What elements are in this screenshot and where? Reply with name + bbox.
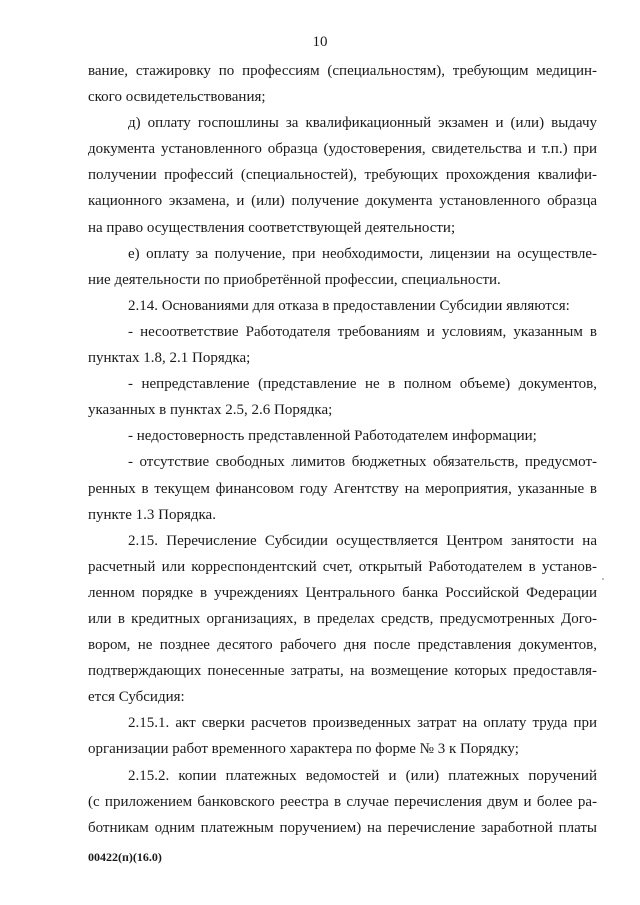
list-item-line: ренных в текущем финансовом году Агентству на мероприятия, указанные в xyxy=(88,480,597,497)
paragraph-line: ние деятельности по приобретённой профессии, специальности. xyxy=(88,271,501,288)
section-2-15-line: или в кредитных организациях, в пределах средств, предусмотренных Дого- xyxy=(88,610,597,627)
paragraph-line: документа установленного образца (удостоверения, свидетельства и т.п.) при xyxy=(88,141,597,158)
section-2-15-2-line: ботникам одним платежным поручением) на перечисление заработной платы xyxy=(88,819,597,836)
section-2-15-2-line: (с приложением банковского реестра в случае перечисления двум и более ра- xyxy=(88,793,597,810)
list-item-line: пункте 1.3 Порядка. xyxy=(88,506,216,523)
paragraph-line: кационного экзамена, и (или) получение документа установленного образца xyxy=(88,193,597,210)
section-2-15-line: подтверждающих понесенные затраты, на возмещение которых предоставля- xyxy=(88,663,597,680)
list-item-line: - непредставление (представление не в полном объеме) документов, xyxy=(128,376,597,393)
section-2-15-line: ется Субсидия: xyxy=(88,689,185,706)
list-item-line: - несоответствие Работодателя требованиям и условиям, указанным в xyxy=(128,323,597,340)
section-2-15-line: расчетный или корреспондентский счет, открытый Работодателем в установ- xyxy=(88,558,597,575)
paragraph-line: ского освидетельствования; xyxy=(88,89,266,106)
list-item-line: пунктах 1.8, 2.1 Порядка; xyxy=(88,350,251,367)
section-2-15-1-line: организации работ временного характера по форме № 3 к Порядку; xyxy=(88,741,519,758)
page-number: 10 xyxy=(312,34,328,50)
scan-artifact xyxy=(602,578,604,580)
paragraph-line: е) оплату за получение, при необходимости, лицензии на осуществле- xyxy=(128,245,597,262)
list-item-line: - отсутствие свободных лимитов бюджетных обязательств, предусмот- xyxy=(128,454,597,471)
paragraph-line: получении профессий (специальностей), требующих прохождения квалифи- xyxy=(88,167,597,184)
document-body xyxy=(88,58,597,841)
list-item-line: указанных в пунктах 2.5, 2.6 Порядка; xyxy=(88,402,333,419)
paragraph-line: д) оплату госпошлины за квалификационный экзамен и (или) выдачу xyxy=(128,115,597,132)
list-item-line: - недостоверность представленной Работодателем информации; xyxy=(128,428,537,445)
section-2-15-line: ленном порядке в учреждениях Центрального банка Российской Федерации xyxy=(88,584,597,601)
paragraph-line: на право осуществления соответствующей деятельности; xyxy=(88,219,456,236)
section-2-15-1-line: 2.15.1. акт сверки расчетов произведенных затрат на оплату труда при xyxy=(128,715,597,732)
section-2-15-line: вором, не позднее десятого рабочего дня после представления документов, xyxy=(88,637,597,654)
paragraph-line: вание, стажировку по профессиям (специальностям), требующим медицин- xyxy=(88,63,597,79)
section-2-15-2-line: 2.15.2. копии платежных ведомостей и (или) платежных поручений xyxy=(128,767,597,784)
section-2-14-heading: 2.14. Основаниями для отказа в предоставлении Субсидии являются: xyxy=(128,297,570,314)
document-footer-code: 00422(п)(16.0) xyxy=(88,850,162,864)
section-2-15-line: 2.15. Перечисление Субсидии осуществляется Центром занятости на xyxy=(128,532,597,549)
